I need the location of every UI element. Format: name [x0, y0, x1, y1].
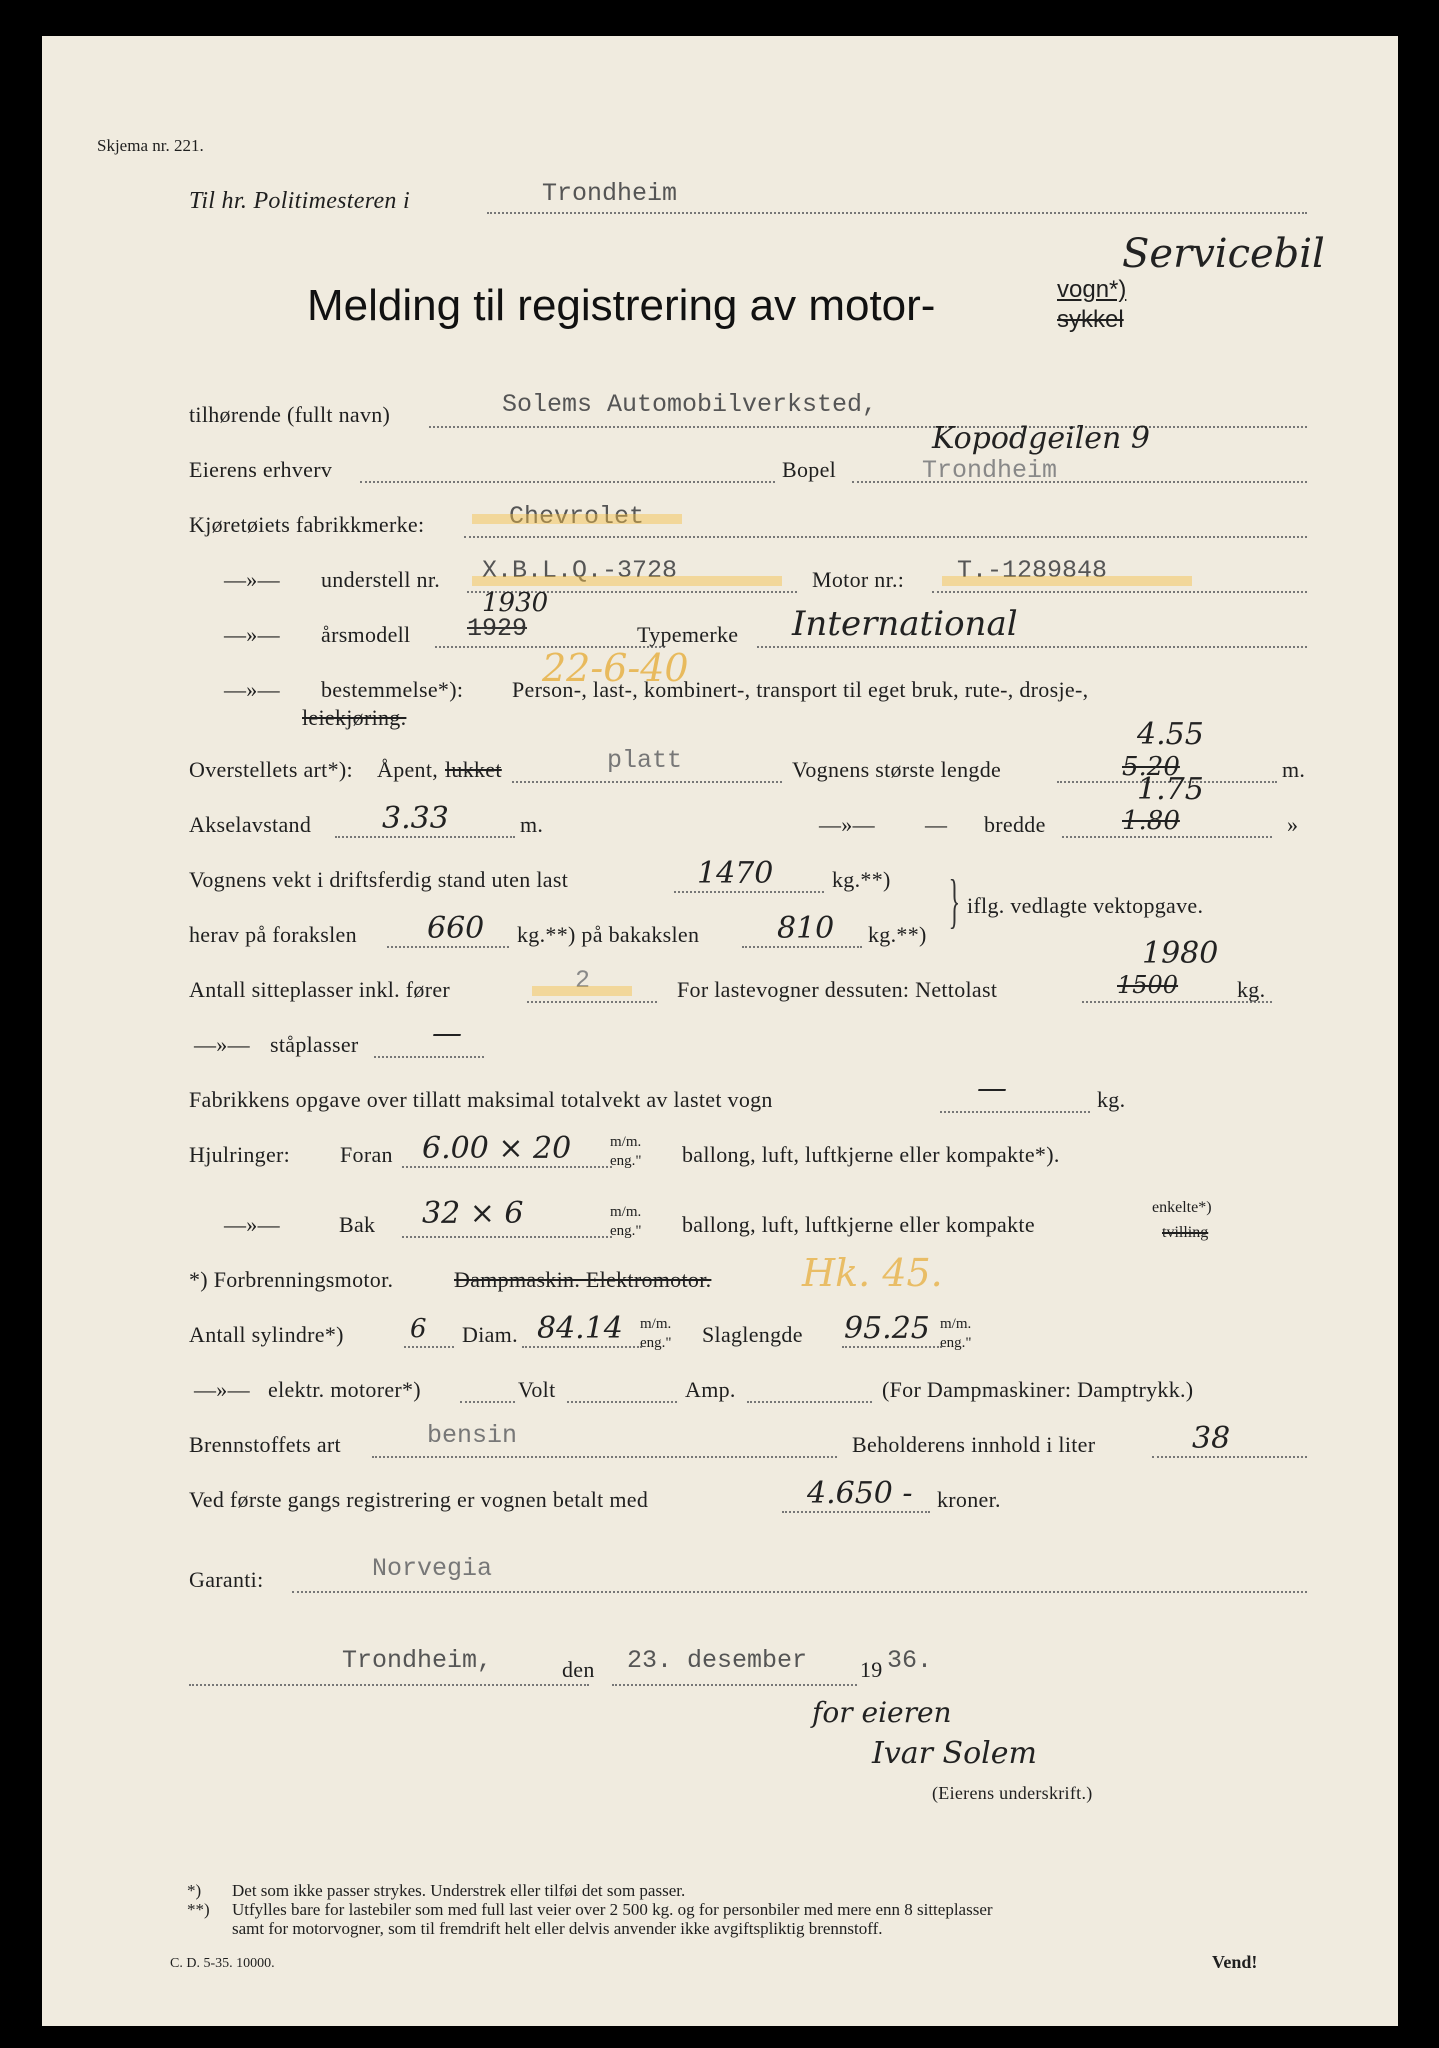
form-page [42, 36, 1398, 2026]
owner-name-value: Solems Automobilverksted, [502, 390, 878, 419]
stroke-label: Slaglengde [702, 1322, 803, 1347]
ditto-6: —»— [224, 1212, 280, 1237]
tires-rear-label: Bak [339, 1212, 376, 1237]
footnote-2b: samt for motorvogner, som til fremdrift helt eller delvis anvender ikke avgiftspliktig brennstoff. [232, 1919, 883, 1938]
purpose-label: bestemmelse*): [321, 677, 464, 702]
chassis-value: X.B.L.Q.-3728 [482, 556, 678, 585]
max-weight-unit: kg. [1097, 1087, 1126, 1112]
year-old: 1929 [467, 614, 528, 643]
tires-front-label: Foran [340, 1142, 393, 1167]
motor-value: T.-1289848 [957, 556, 1108, 585]
ditto-5: —»— [194, 1032, 250, 1057]
amp-label: Amp. [685, 1377, 736, 1402]
ditto-7: —»— [194, 1377, 250, 1402]
footnote-1-mark: *) [187, 1881, 202, 1900]
fuel-value: bensin [427, 1421, 518, 1450]
footnote-2-mark: **) [187, 1900, 210, 1919]
tires-label: Hjulringer: [189, 1142, 291, 1167]
addressee-label: Til hr. Politimesteren i [189, 188, 410, 214]
length-unit: m. [1282, 757, 1306, 782]
tires-front-value: 6.00 × 20 [422, 1131, 572, 1166]
form-code: C. D. 5-35. 10000. [170, 1956, 275, 1971]
residence-label: Bopel [782, 457, 837, 482]
rear-axle-value: 810 [777, 911, 835, 946]
seats-value: 2 [575, 966, 591, 995]
guarantee-label: Garanti: [189, 1567, 264, 1592]
cargo-label: For lastevogner dessuten: Nettolast [677, 977, 998, 1002]
tires-rear-unit-top: m/m. [610, 1204, 642, 1220]
standing-label: ståplasser [270, 1032, 359, 1057]
fuel-label: Brennstoffets art [189, 1432, 341, 1457]
front-axle-value: 660 [427, 911, 485, 946]
footnote-2a: Utfylles bare for lastebiler som med full last veier over 2 500 kg. og for personbiler med mere enn 8 sitteplasser [232, 1900, 993, 1919]
payment-unit: kroner. [937, 1487, 1001, 1512]
guarantee-value: Norvegia [372, 1554, 493, 1583]
weight-value: 1470 [697, 856, 774, 891]
cylinders-label: Antall sylindre*) [189, 1322, 344, 1347]
turn-page: Vend! [1212, 1952, 1258, 1972]
type-label: Typemerke [637, 622, 739, 647]
date-handwritten: 22-6-40 [542, 646, 689, 690]
stroke-unit-bottom: eng." [940, 1335, 972, 1351]
rear-axle-label: kg.**) på bakakslen [517, 922, 700, 947]
length-label: Vognens største lengde [792, 757, 1002, 782]
ditto-1: —»— [224, 567, 280, 592]
engine-struck: Dampmaskin. Elektromotor. [454, 1267, 712, 1292]
title-vogn: vogn*) [1057, 276, 1127, 303]
engine-label: *) Forbrenningsmotor. [189, 1267, 394, 1292]
addressee-value: Trondheim [542, 179, 678, 208]
axle-label: Akselavstand [189, 812, 312, 837]
purpose-options: Person-, last-, kombinert-, transport til eget bruk, rute-, drosje-, [512, 677, 1089, 702]
motor-label: Motor nr.: [812, 567, 905, 592]
make-label: Kjøretøiets fabrikkmerke: [189, 512, 425, 537]
diameter-label: Diam. [462, 1322, 518, 1347]
signature-handwritten-2: Ivar Solem [872, 1736, 1037, 1771]
width-old: 1.80 [1122, 806, 1180, 836]
signature-place: Trondheim, [342, 1646, 493, 1675]
chassis-label: understell nr. [321, 567, 441, 592]
payment-label: Ved første gangs registrering er vognen betalt med [189, 1487, 649, 1512]
cargo-new: 1980 [1142, 936, 1219, 971]
occupation-label: Eierens erhverv [189, 457, 333, 482]
cylinders-value: 6 [410, 1314, 427, 1344]
tires-rear-types: ballong, luft, luftkjerne eller kompakte [682, 1212, 1035, 1237]
title-handwritten: Servicebil [1122, 231, 1325, 277]
ditto-4: —»— [819, 812, 875, 837]
signature-date: 23. desember [627, 1646, 808, 1675]
signature-year-prefix: 19 [860, 1657, 883, 1682]
steam-note: (For Dampmaskiner: Damptrykk.) [882, 1377, 1194, 1402]
weight-unit: kg.**) [832, 867, 891, 892]
ditto-2: —»— [224, 622, 280, 647]
weight-note: iflg. vedlagte vektopgave. [967, 893, 1204, 918]
tires-single: enkelte*) [1152, 1199, 1212, 1216]
signature-year-suffix: 36. [887, 1646, 933, 1675]
signature-den: den [562, 1657, 595, 1682]
ditto-close: » [1287, 812, 1299, 837]
max-weight-value: — [977, 1071, 1007, 1106]
cargo-unit: kg. [1237, 977, 1266, 1002]
tires-twin: tvilling [1162, 1224, 1209, 1241]
tires-front-unit-top: m/m. [610, 1134, 642, 1150]
signature-handwritten-1: for eieren [812, 1696, 952, 1729]
body-open: Åpent, [377, 757, 439, 782]
standing-value: — [432, 1016, 462, 1051]
form-title: Melding til registrering av motor- [307, 281, 936, 330]
weight-brace: } [948, 868, 961, 934]
tires-front-unit-bottom: eng." [610, 1153, 642, 1169]
ditto-3: —»— [224, 677, 280, 702]
front-axle-label: herav på forakslen [189, 922, 357, 947]
title-sykkel: sykkel [1057, 306, 1124, 333]
tank-value: 38 [1192, 1421, 1231, 1456]
axle-unit: m. [520, 812, 544, 837]
tires-rear-unit-bottom: eng." [610, 1223, 642, 1239]
axle-value: 3.33 [382, 801, 449, 836]
payment-value: 4.650 - [807, 1476, 913, 1511]
stroke-value: 95.25 [844, 1311, 930, 1346]
width-label: bredde [984, 812, 1046, 837]
residence-handwritten: Kopodgeilen 9 [932, 421, 1150, 456]
body-closed: lukket [445, 757, 502, 782]
length-old: 5.20 [1122, 752, 1180, 782]
year-new: 1930 [482, 588, 549, 618]
diameter-value: 84.14 [537, 1311, 623, 1346]
weight-label: Vognens vekt i driftsferdig stand uten last [189, 867, 569, 892]
body-value: platt [607, 746, 683, 775]
stroke-unit-top: m/m. [940, 1316, 972, 1332]
body-label: Overstellets art*): [189, 757, 353, 782]
length-new: 4.55 [1137, 717, 1204, 752]
year-label: årsmodell [321, 622, 411, 647]
signature-label: (Eierens underskrift.) [932, 1783, 1093, 1803]
tires-front-types: ballong, luft, luftkjerne eller kompakte*). [682, 1142, 1060, 1167]
diameter-unit-top: m/m. [640, 1316, 672, 1332]
footnote-1: Det som ikke passer strykes. Understrek eller tilføi det som passer. [232, 1881, 686, 1900]
make-value: Chevrolet [509, 502, 645, 531]
diameter-unit-bottom: eng." [640, 1335, 672, 1351]
seats-label: Antall sitteplasser inkl. fører [189, 977, 451, 1002]
cargo-old: 1500 [1117, 971, 1179, 999]
purpose-options-2: leiekjøring. [302, 705, 407, 730]
electric-motors-label: elektr. motorer*) [268, 1377, 421, 1402]
volt-label: Volt [518, 1377, 556, 1402]
max-weight-label: Fabrikkens opgave over tillatt maksimal totalvekt av lastet vogn [189, 1087, 773, 1112]
tank-label: Beholderens innhold i liter [852, 1432, 1096, 1457]
horsepower-handwritten: Hk. 45. [802, 1251, 943, 1295]
type-value: International [792, 604, 1018, 644]
rear-axle-unit: kg.**) [868, 922, 927, 947]
schema-number: Skjema nr. 221. [97, 136, 204, 155]
owner-name-label: tilhørende (fullt navn) [189, 402, 391, 427]
residence-typed: Trondheim [922, 456, 1058, 485]
tires-rear-value: 32 × 6 [422, 1196, 524, 1231]
width-dash: — [925, 812, 948, 837]
width-new: 1.75 [1137, 772, 1204, 807]
